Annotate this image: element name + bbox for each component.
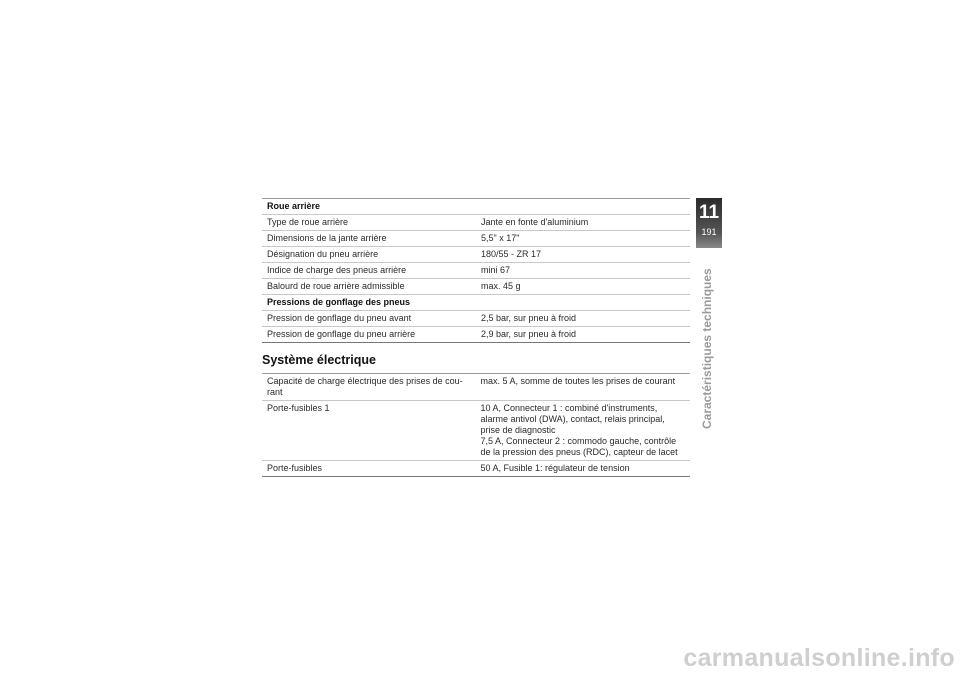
spec-value-multiline	[475, 401, 690, 461]
value-line: 10 A, Connecteur 1 : combiné d'instruments,	[480, 403, 658, 413]
chapter-number: 11	[698, 202, 720, 223]
spec-value: 5,5" x 17"	[476, 231, 690, 247]
spec-label: Dimensions de la jante arrière	[262, 231, 476, 247]
table-row	[262, 263, 690, 279]
spec-value: Jante en fonte d'aluminium	[476, 215, 690, 231]
section-heading-electrical: Système électrique	[262, 353, 376, 367]
value-line: prise de diagnostic	[480, 425, 556, 435]
value-line: de la pression des pneus (RDC), capteur de lacet	[480, 447, 678, 457]
rear-wheel-heading: Roue arrière	[262, 199, 690, 215]
rear-wheel-table	[262, 198, 690, 343]
value-line: alarme antivol (DWA), contact, relais principal,	[480, 414, 665, 424]
spec-label: Porte-fusibles 1	[262, 401, 475, 461]
table-row	[262, 461, 690, 477]
table-row	[262, 279, 690, 295]
spec-label: Indice de charge des pneus arrière	[262, 263, 476, 279]
spec-content	[262, 198, 690, 477]
spec-label: Balourd de roue arrière admissible	[262, 279, 476, 295]
spec-value: max. 45 g	[476, 279, 690, 295]
table-row	[262, 401, 690, 461]
electrical-table	[262, 373, 690, 477]
spec-label: Porte-fusibles	[262, 461, 475, 477]
rear-wheel-heading-row	[262, 199, 690, 215]
spec-value: 2,9 bar, sur pneu à froid	[476, 327, 690, 343]
spec-value: 180/55 - ZR 17	[476, 247, 690, 263]
spec-label: Type de roue arrière	[262, 215, 476, 231]
chapter-tab	[696, 198, 722, 248]
spec-label: Pression de gonflage du pneu avant	[262, 311, 476, 327]
page-number: 191	[701, 227, 717, 237]
value-line: 7,5 A, Connecteur 2 : commodo gauche, contrôle	[480, 436, 677, 446]
spec-value: 50 A, Fusible 1: régulateur de tension	[475, 461, 690, 477]
watermark: carmanualsonline.info	[683, 644, 955, 672]
chapter-side-title: Caractéristiques techniques	[700, 268, 714, 429]
spec-label: Désignation du pneu arrière	[262, 247, 476, 263]
table-row	[262, 327, 690, 343]
spec-value: max. 5 A, somme de toutes les prises de courant	[475, 374, 690, 401]
tire-pressure-heading-row	[262, 295, 690, 311]
table-row	[262, 215, 690, 231]
spec-label: Pression de gonflage du pneu arrière	[262, 327, 476, 343]
table-row	[262, 311, 690, 327]
table-row	[262, 231, 690, 247]
table-row	[262, 247, 690, 263]
tire-pressure-heading: Pressions de gonflage des pneus	[262, 295, 690, 311]
spec-value: mini 67	[476, 263, 690, 279]
spec-value: 2,5 bar, sur pneu à froid	[476, 311, 690, 327]
spec-label: Capacité de charge électrique des prises de cou-rant	[262, 374, 475, 401]
table-row	[262, 374, 690, 401]
